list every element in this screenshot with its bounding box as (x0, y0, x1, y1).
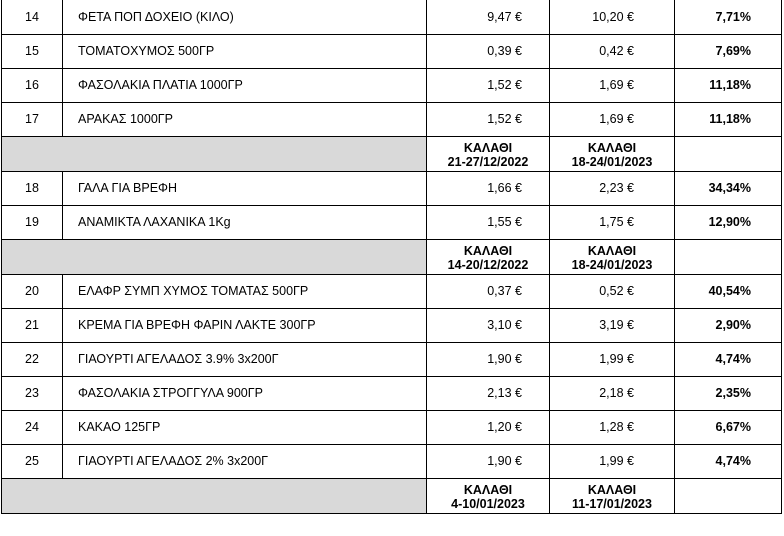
basket-b-title: ΚΑΛΑΘΙ (587, 482, 637, 497)
percent-change: 7,69% (675, 34, 782, 68)
percent-change: 2,35% (675, 376, 782, 410)
table-row (2, 102, 782, 136)
table-row (2, 205, 782, 239)
percent-change: 11,18% (675, 102, 782, 136)
price-basket-a: 1,20 € (427, 410, 550, 444)
price-basket-b: 2,18 € (550, 376, 675, 410)
row-number: 14 (2, 0, 63, 34)
price-basket-b: 1,99 € (550, 444, 675, 478)
table-row (2, 308, 782, 342)
header-gray-filler (2, 239, 427, 274)
price-basket-a: 0,37 € (427, 274, 550, 308)
header-empty-cell (675, 239, 782, 274)
row-number: 19 (2, 205, 63, 239)
row-number: 25 (2, 444, 63, 478)
table-body (2, 0, 782, 513)
table-row (2, 0, 782, 34)
product-name: ΦΕΤΑ ΠΟΠ ΔΟΧΕΙΟ (ΚΙΛΟ) (63, 0, 427, 34)
price-basket-b: 3,19 € (550, 308, 675, 342)
table-row (2, 444, 782, 478)
percent-change: 40,54% (675, 274, 782, 308)
basket-a-title: ΚΑΛΑΘΙ (463, 243, 513, 258)
table-row (2, 376, 782, 410)
row-number: 24 (2, 410, 63, 444)
price-basket-a: 1,90 € (427, 342, 550, 376)
table-row (2, 171, 782, 205)
product-name: ΑΡΑΚΑΣ 1000ΓΡ (63, 102, 427, 136)
basket-b-dates: 18-24/01/2023 (571, 154, 653, 169)
percent-change: 2,90% (675, 308, 782, 342)
price-basket-a: 2,13 € (427, 376, 550, 410)
product-name: ΓΑΛΑ ΓΙΑ ΒΡΕΦΗ (63, 171, 427, 205)
percent-change: 6,67% (675, 410, 782, 444)
product-name: ΑΝΑΜΙΚΤΑ ΛΑΧΑΝΙΚΑ 1Kg (63, 205, 427, 239)
basket-b-title: ΚΑΛΑΘΙ (587, 243, 637, 258)
basket-b-header (550, 478, 675, 513)
price-comparison-table (1, 0, 782, 514)
price-basket-a: 0,39 € (427, 34, 550, 68)
product-name: ΕΛΑΦΡ ΣΥΜΠ ΧΥΜΟΣ ΤΟΜΑΤΑΣ 500ΓΡ (63, 274, 427, 308)
product-name: ΦΑΣΟΛΑΚΙΑ ΣΤΡΟΓΓΥΛΑ 900ΓΡ (63, 376, 427, 410)
basket-b-dates: 18-24/01/2023 (571, 257, 653, 272)
header-empty-cell (675, 136, 782, 171)
product-name: ΤΟΜΑΤΟΧΥΜΟΣ 500ΓΡ (63, 34, 427, 68)
basket-a-header (427, 478, 550, 513)
price-basket-a: 1,90 € (427, 444, 550, 478)
product-name: ΚΑΚΑΟ 125ΓΡ (63, 410, 427, 444)
header-empty-cell (675, 478, 782, 513)
row-number: 22 (2, 342, 63, 376)
basket-b-header (550, 239, 675, 274)
basket-header-row (2, 478, 782, 513)
percent-change: 34,34% (675, 171, 782, 205)
row-number: 15 (2, 34, 63, 68)
table-row (2, 34, 782, 68)
price-basket-b: 1,75 € (550, 205, 675, 239)
percent-change: 4,74% (675, 342, 782, 376)
product-name: ΦΑΣΟΛΑΚΙΑ ΠΛΑΤΙΑ 1000ΓΡ (63, 68, 427, 102)
row-number: 21 (2, 308, 63, 342)
table-row (2, 342, 782, 376)
price-basket-b: 1,69 € (550, 68, 675, 102)
price-basket-a: 1,52 € (427, 102, 550, 136)
basket-b-header (550, 136, 675, 171)
basket-a-header (427, 136, 550, 171)
price-basket-b: 2,23 € (550, 171, 675, 205)
row-number: 16 (2, 68, 63, 102)
basket-b-dates: 11-17/01/2023 (572, 496, 652, 511)
row-number: 23 (2, 376, 63, 410)
basket-a-title: ΚΑΛΑΘΙ (463, 140, 513, 155)
row-number: 18 (2, 171, 63, 205)
price-basket-a: 1,55 € (427, 205, 550, 239)
table-row (2, 410, 782, 444)
basket-a-dates: 14-20/12/2022 (447, 257, 529, 272)
basket-a-dates: 4-10/01/2023 (451, 496, 525, 511)
table-row (2, 68, 782, 102)
price-basket-b: 0,42 € (550, 34, 675, 68)
percent-change: 12,90% (675, 205, 782, 239)
table-row (2, 274, 782, 308)
price-basket-b: 1,69 € (550, 102, 675, 136)
row-number: 17 (2, 102, 63, 136)
price-basket-a: 1,66 € (427, 171, 550, 205)
product-name: ΓΙΑΟΥΡΤΙ ΑΓΕΛΑΔΟΣ 2% 3x200Γ (63, 444, 427, 478)
price-basket-b: 0,52 € (550, 274, 675, 308)
price-basket-a: 9,47 € (427, 0, 550, 34)
basket-header-row (2, 239, 782, 274)
header-gray-filler (2, 136, 427, 171)
header-gray-filler (2, 478, 427, 513)
basket-header-row (2, 136, 782, 171)
basket-a-dates: 21-27/12/2022 (447, 154, 529, 169)
percent-change: 7,71% (675, 0, 782, 34)
price-basket-b: 1,28 € (550, 410, 675, 444)
row-number: 20 (2, 274, 63, 308)
basket-b-title: ΚΑΛΑΘΙ (587, 140, 637, 155)
percent-change: 11,18% (675, 68, 782, 102)
price-basket-a: 1,52 € (427, 68, 550, 102)
price-basket-b: 10,20 € (550, 0, 675, 34)
percent-change: 4,74% (675, 444, 782, 478)
price-basket-a: 3,10 € (427, 308, 550, 342)
product-name: ΚΡΕΜΑ ΓΙΑ ΒΡΕΦΗ ΦΑΡΙΝ ΛΑΚΤΕ 300ΓΡ (63, 308, 427, 342)
basket-a-title: ΚΑΛΑΘΙ (463, 482, 513, 497)
price-basket-b: 1,99 € (550, 342, 675, 376)
product-name: ΓΙΑΟΥΡΤΙ ΑΓΕΛΑΔΟΣ 3.9% 3x200Γ (63, 342, 427, 376)
basket-a-header (427, 239, 550, 274)
